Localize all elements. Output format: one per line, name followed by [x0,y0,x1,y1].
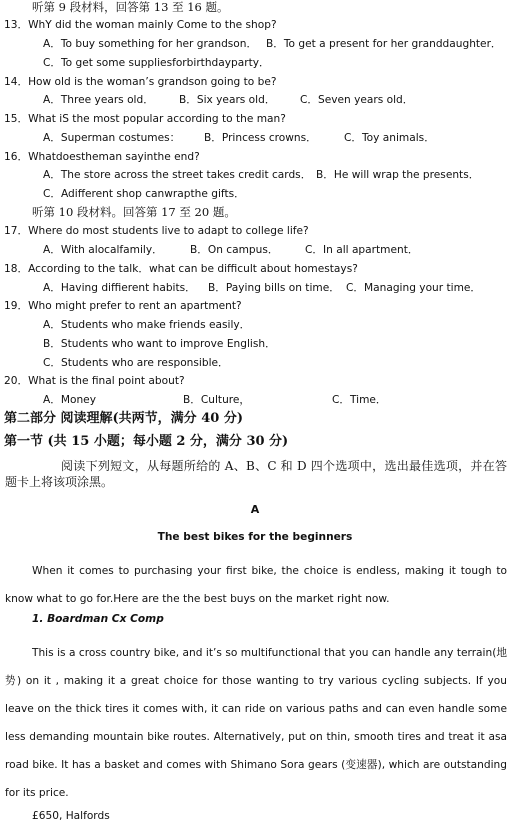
question-16-option-b: B．He will wrap the presents． [316,169,480,181]
passage-letter: A [250,503,260,516]
question-16-option-a: A．The store across the street takes credit cards． [43,169,312,181]
reading-instructions: 阅读下列短文，从每题所给的 A、B、C 和 D 四个选项中，选出最佳选项，并在答题卡上将该项涂黑。 [5,459,507,489]
question-19-option-b: B．Students who want to improve English． [43,338,276,350]
question-13-option-c: C．To get some suppliesforbirthdayparty． [43,57,270,69]
question-18-option-b: B．Paying bills on time． [208,282,340,294]
question-17-option-c: C．In all apartment． [305,244,419,256]
question-16-stem: 16．Whatdoestheman sayinthe end? [4,151,200,163]
passage-title: The best bikes for the beginners [157,531,353,543]
question-14-option-a: A．Three years old． [43,94,154,106]
question-13-stem: 13．WhY did the woman mainly Come to the shop? [4,19,277,31]
part-two-heading: 第二部分 阅读理解(共两节，满分 40 分) [4,411,243,426]
question-17-option-b: B．On campus． [190,244,279,256]
question-19-option-a: A．Students who make friends easily． [43,319,251,331]
question-15-option-c: C．Toy animals． [344,132,435,144]
bike-1-price: £650, Halfords [32,810,110,822]
question-18-option-c: C．Managing your time． [346,282,482,294]
question-14-option-b: B．Six years old． [179,94,276,106]
question-17-stem: 17．Where do most students live to adapt to college life? [4,225,309,237]
question-20-stem: 20．What is the final point about? [4,375,185,387]
question-16-option-c: C．Adifferent shop canwrapthe gifts． [43,188,245,200]
question-15-option-a: A．Superman costumes： [43,132,181,144]
question-15-stem: 15．What iS the most popular according to the man? [4,113,286,125]
question-20-option-c: C．Time． [332,394,387,406]
question-14-stem: 14．How old is the woman’s grandson going to be? [4,76,277,88]
passage-paragraph-1: When it comes to purchasing your first bike, the choice is endless, making it tough to know what to go for.Here are the the best buys on the market right now. [5,565,507,605]
bike-1-heading: 1. Boardman Cx Comp [32,613,164,625]
question-18-option-a: A．Having diffierent habits． [43,282,196,294]
question-20-option-b: B．Culture， [183,394,251,406]
question-19-option-c: C．Students who are responsible． [43,357,229,369]
question-13-option-b: B．To get a present for her granddaughter． [266,38,502,50]
question-15-option-b: B．Princess crowns． [204,132,317,144]
passage-paragraph-2: This is a cross country bike, and it’s so multifunctional that you can handle any terrain(地势) on it , making it a great choice for those wanting to try various cycling subjects. If you leave on the thick tires it comes with, it can ride on various paths and can even handle some less demanding mountain bike routes. Alternatively, put on thin, smooth tires and treat it asa road bike. It has a basket and comes with Shimano Sora gears (变速器), which are outstanding for its price. [5,647,507,799]
question-20-option-a: A．Money [43,394,96,406]
listening-intro-9: 听第 9 段材料，回答第 13 至 16 题。 [32,0,229,14]
question-17-option-a: A．With alocalfamily． [43,244,163,256]
question-14-option-c: C．Seven years old． [300,94,414,106]
listening-intro-10: 听第 10 段材料。回答第 17 至 20 题。 [32,205,236,219]
question-19-stem: 19．Who might prefer to rent an apartment? [4,300,242,312]
question-13-option-a: A．To buy something for her grandson． [43,38,258,50]
question-18-stem: 18．According to the talk．what can be difficult about homestays? [4,263,358,275]
section-one-heading: 第一节 (共 15 小题；每小题 2 分，满分 30 分) [4,434,289,449]
